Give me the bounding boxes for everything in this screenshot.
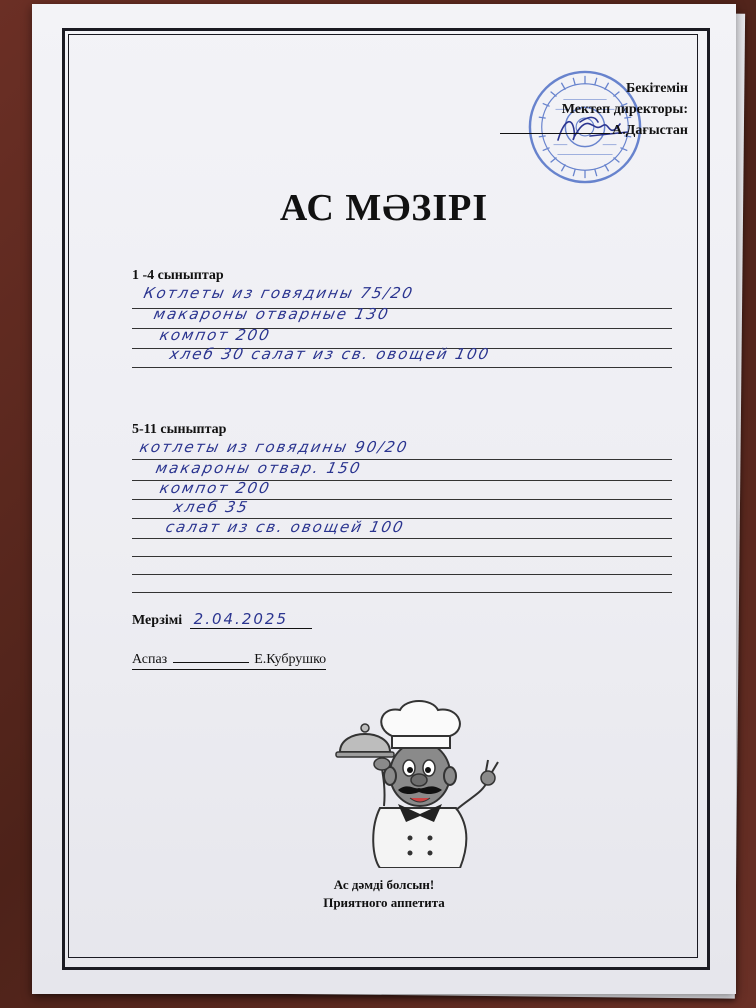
cook-signature-blank	[173, 662, 249, 663]
menu-line-1-4-2: макароны отварные 130	[152, 305, 392, 323]
menu-line-5-11-5: салат из св. овощей 100	[164, 518, 407, 536]
date-row	[132, 610, 312, 629]
cook-name: Е.Кубрушко	[254, 652, 327, 667]
menu-line-1-4-4: хлеб 30 салат из св. овощей 100	[168, 345, 493, 363]
group-label-5-11: 5-11 сыныптар	[132, 422, 227, 437]
date-label: Мерзімі	[132, 613, 183, 628]
cook-label: Аспаз	[132, 652, 168, 667]
chef-illustration-icon	[310, 698, 510, 868]
page-title: АС МӘЗІРІ	[279, 187, 489, 229]
group-label-1-4: 1 -4 сыныптар	[132, 268, 224, 283]
signature-blank	[500, 133, 610, 134]
menu-line-5-11-1: котлеты из говядины 90/20	[138, 438, 411, 456]
cook-row	[132, 652, 326, 670]
approval-block	[500, 78, 688, 141]
director-label: Мектеп директоры:	[561, 102, 688, 117]
menu-line-1-4-1: Котлеты из говядины 75/20	[142, 284, 416, 302]
director-signature-line	[500, 120, 688, 141]
menu-document	[32, 4, 736, 994]
closing-kazakh: Ас дәмді болсын!	[333, 877, 435, 892]
menu-line-5-11-2: макароны отвар. 150	[154, 459, 364, 477]
approved-label: Бекітемін	[625, 81, 688, 96]
ruled-line	[132, 574, 672, 575]
ruled-line	[132, 556, 672, 557]
closing-russian: Приятного аппетита	[323, 895, 445, 910]
menu-line-1-4-3: компот 200	[158, 326, 273, 344]
ruled-line	[132, 367, 672, 368]
closing-message	[32, 876, 736, 912]
director-name: А.Дағыстан	[612, 123, 688, 138]
menu-line-5-11-3: компот 200	[158, 479, 273, 497]
menu-line-5-11-4: хлеб 35	[172, 498, 251, 516]
date-value: 2.04.2025	[190, 610, 312, 629]
ruled-line	[132, 538, 672, 539]
ruled-line	[132, 592, 672, 593]
